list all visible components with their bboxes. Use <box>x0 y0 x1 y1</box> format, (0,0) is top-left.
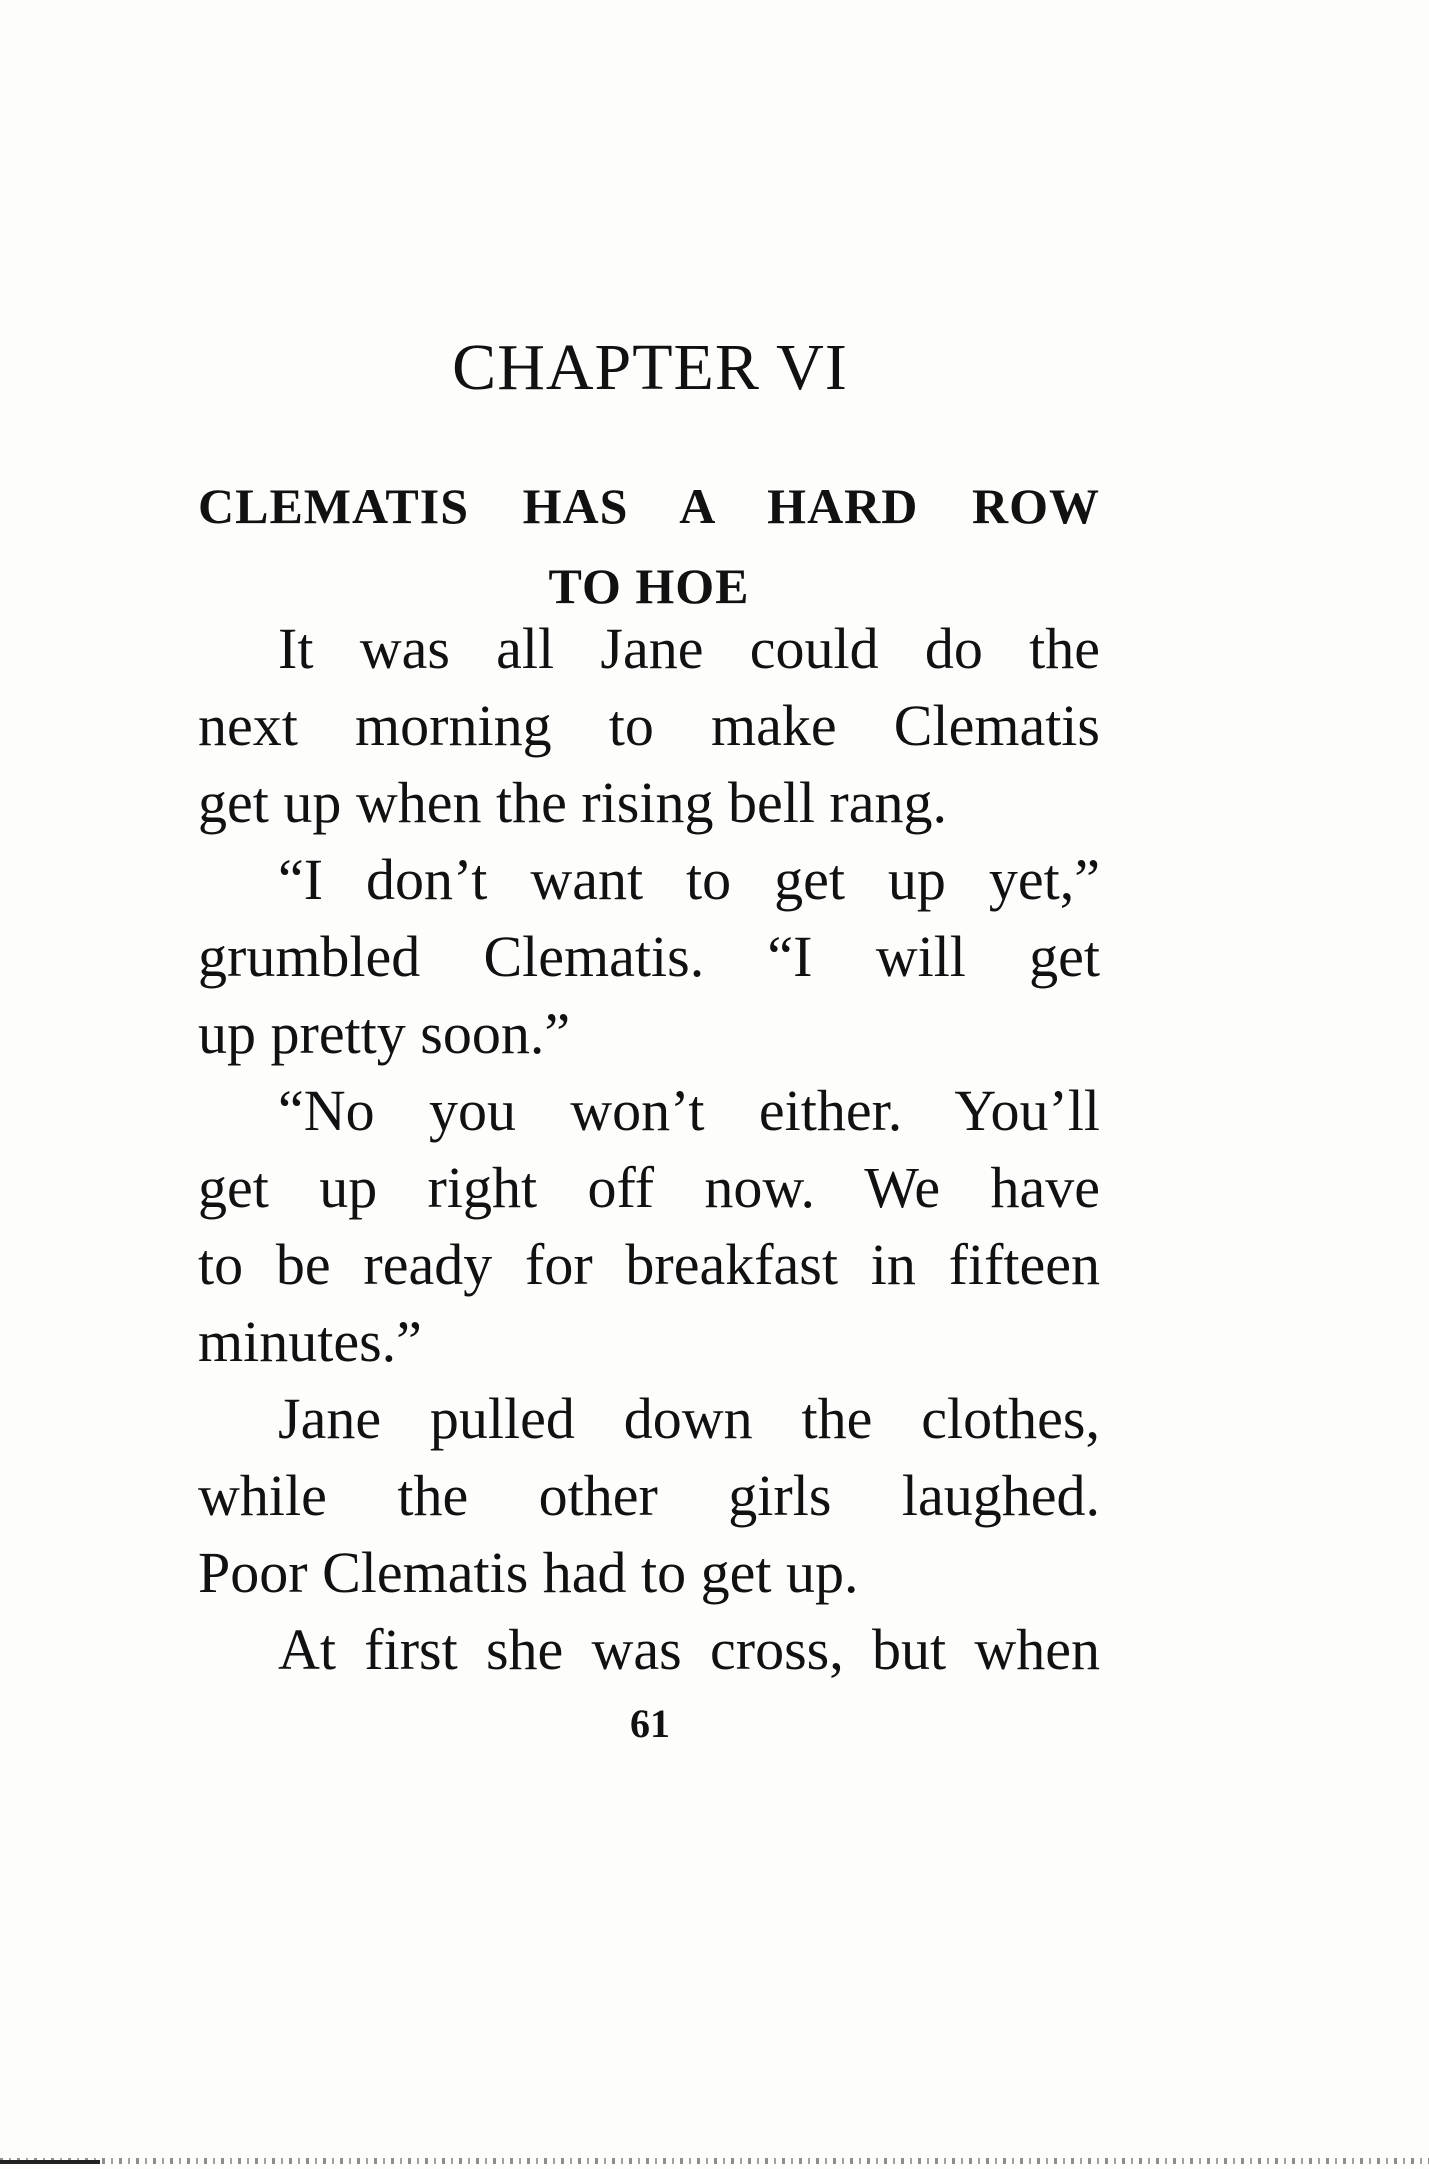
chapter-subtitle <box>198 466 1100 626</box>
text-line: while the other girls laughed. <box>198 1463 1100 1528</box>
text-line: minutes.” <box>198 1309 422 1374</box>
chapter-subtitle-line: CLEMATIS HAS A HARD ROW <box>198 478 1100 534</box>
text-line: It was all Jane could do the <box>278 616 1100 681</box>
text-line: “No you won’t either. You’ll <box>278 1078 1100 1143</box>
text-line: Jane pulled down the clothes, <box>278 1386 1100 1451</box>
text-line: get up when the rising bell rang. <box>198 770 947 835</box>
text-line: Poor Clematis had to get up. <box>198 1540 859 1605</box>
scan-edge-mark <box>0 2160 100 2164</box>
body-text <box>198 610 1100 1688</box>
chapter-subtitle-line: TO HOE <box>548 558 750 614</box>
text-line: up pretty soon.” <box>198 1001 571 1066</box>
text-line: next morning to make Clematis <box>198 693 1100 758</box>
text-line: grumbled Clematis. “I will get <box>198 924 1100 989</box>
text-line: to be ready for breakfast in fifteen <box>198 1232 1100 1297</box>
chapter-title: CHAPTER VI <box>452 331 848 404</box>
page-number: 61 <box>630 1701 670 1746</box>
text-line: get up right off now. We have <box>198 1155 1100 1220</box>
text-line: “I don’t want to get up yet,” <box>278 847 1100 912</box>
scan-edge-noise <box>0 2158 1429 2164</box>
text-line: At first she was cross, but when <box>278 1617 1100 1682</box>
